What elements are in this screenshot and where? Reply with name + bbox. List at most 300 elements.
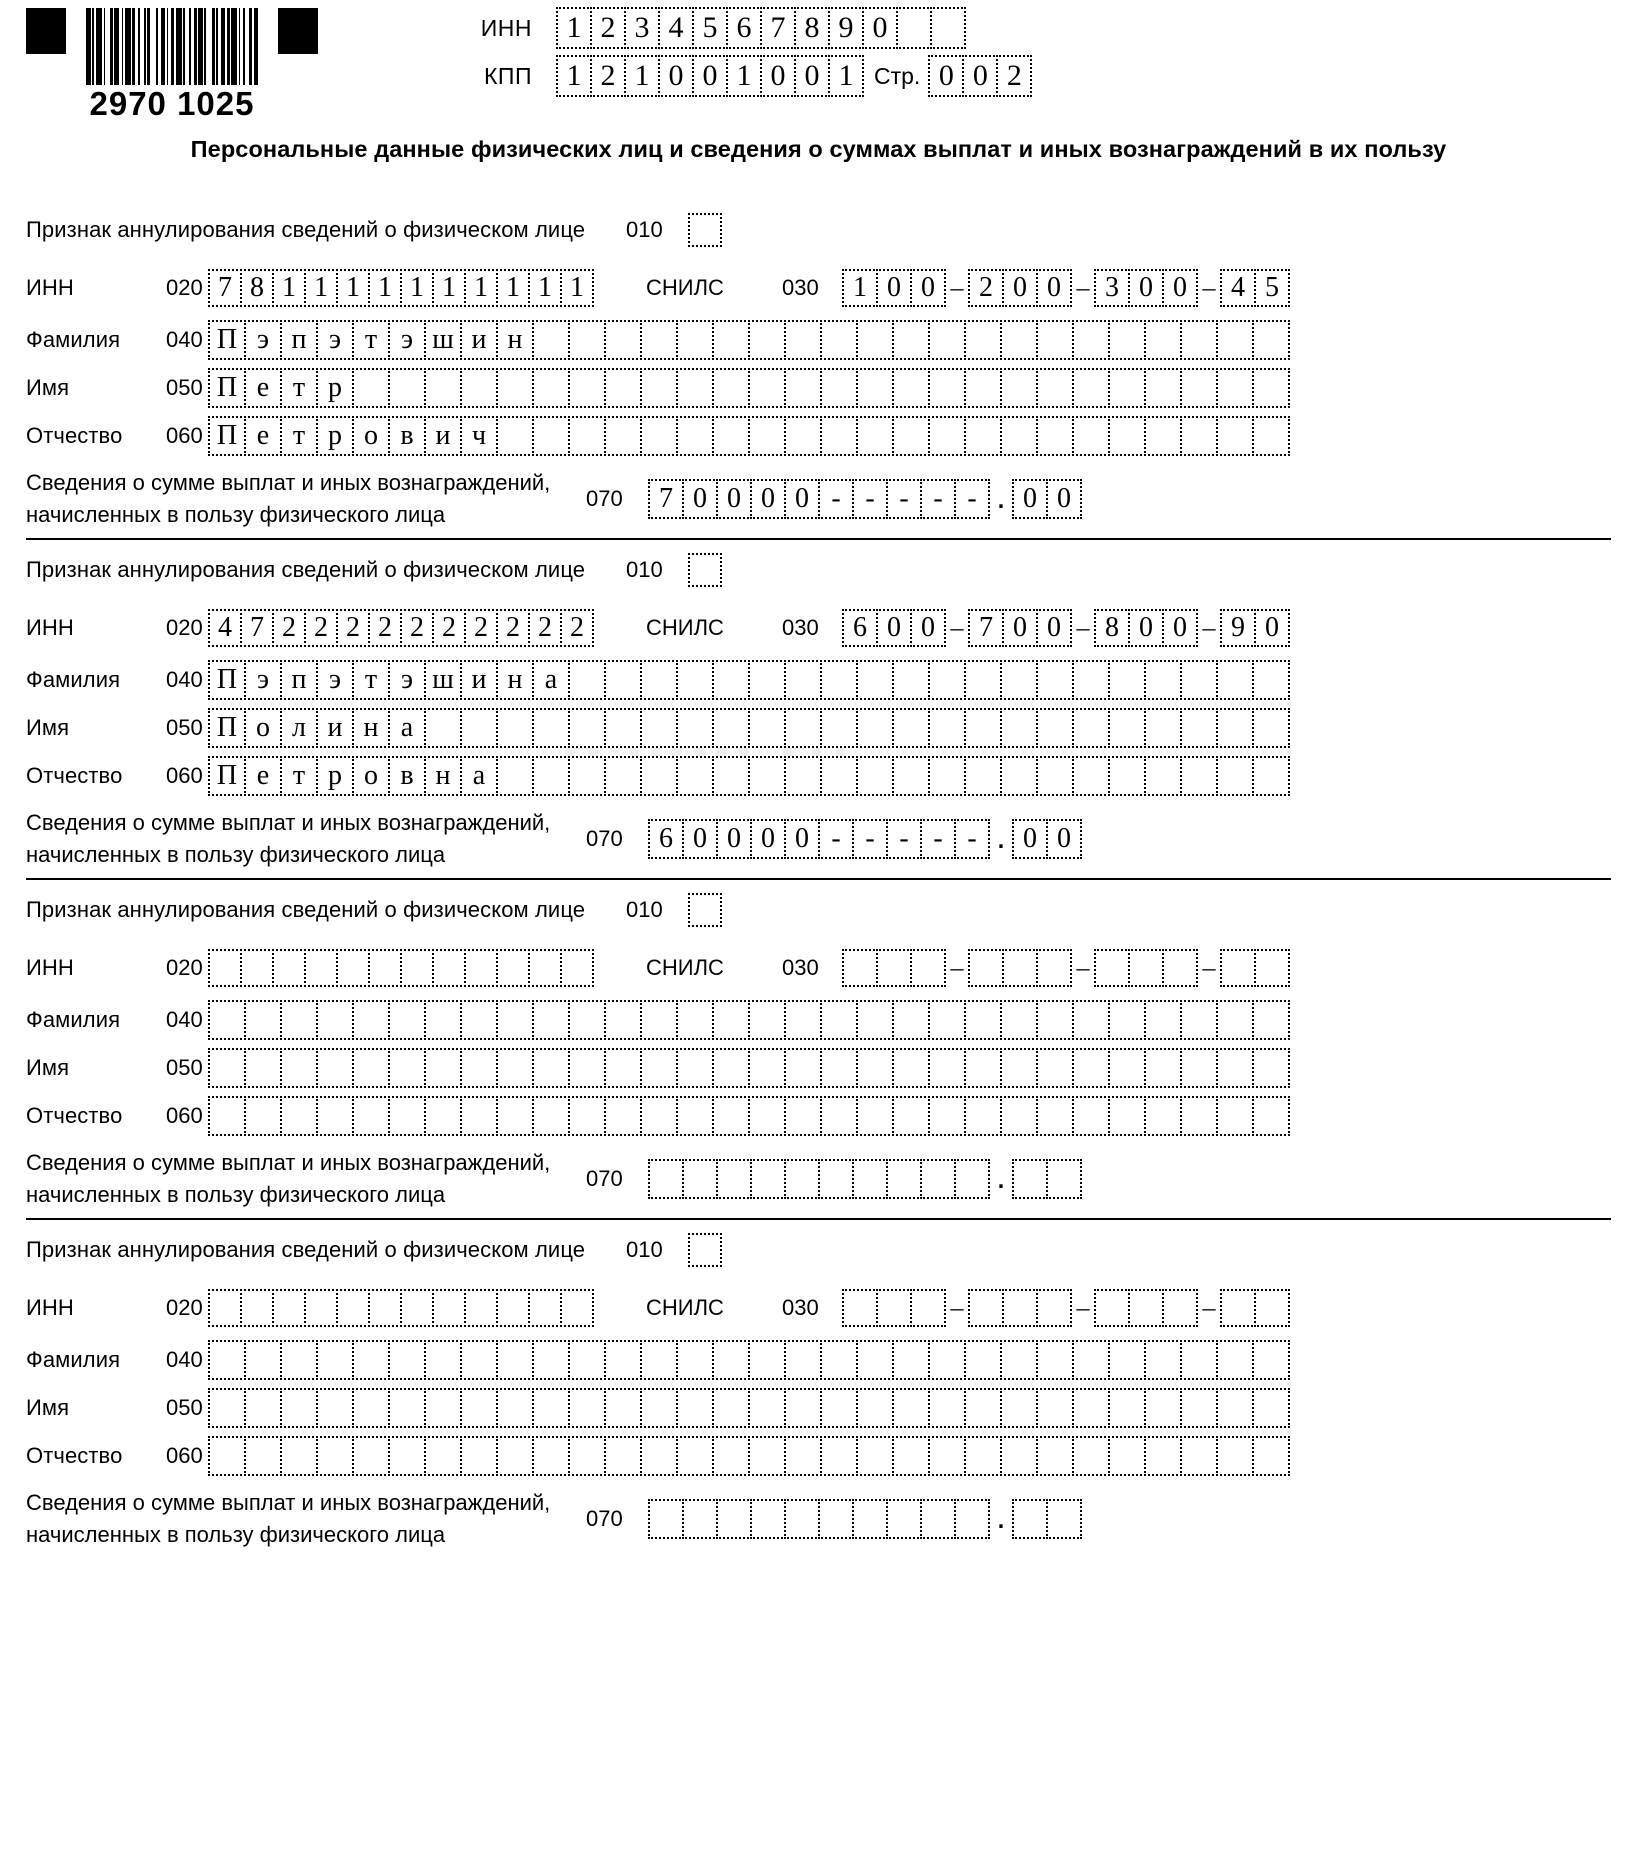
input-cell[interactable] xyxy=(532,1340,570,1380)
input-cell[interactable] xyxy=(1252,756,1290,796)
input-cell[interactable] xyxy=(1180,756,1218,796)
input-cell[interactable] xyxy=(1216,708,1254,748)
cancel-flag-checkbox[interactable] xyxy=(688,1233,722,1267)
input-cell[interactable] xyxy=(964,1048,1002,1088)
input-cell[interactable] xyxy=(316,1436,354,1476)
cancel-flag-checkbox[interactable] xyxy=(688,893,722,927)
input-cell[interactable] xyxy=(892,660,930,700)
input-cell[interactable]: 1 xyxy=(528,269,562,307)
input-cell[interactable] xyxy=(560,1289,594,1327)
input-cell[interactable] xyxy=(1072,416,1110,456)
payment-sum-integer-field[interactable] xyxy=(648,819,990,859)
input-cell[interactable] xyxy=(856,708,894,748)
input-cell[interactable] xyxy=(528,1289,562,1327)
input-cell[interactable] xyxy=(1000,416,1038,456)
input-cell[interactable] xyxy=(928,1048,966,1088)
input-cell[interactable] xyxy=(1108,368,1146,408)
input-cell[interactable]: - xyxy=(886,479,922,519)
input-cell[interactable] xyxy=(676,660,714,700)
input-cell[interactable]: 1 xyxy=(560,269,594,307)
input-cell[interactable]: н xyxy=(424,756,462,796)
input-cell[interactable] xyxy=(316,1340,354,1380)
payment-sum-decimal-field[interactable] xyxy=(1012,1499,1082,1539)
input-cell[interactable] xyxy=(886,1159,922,1199)
input-cell[interactable] xyxy=(820,1000,858,1040)
input-cell[interactable]: 0 xyxy=(1036,609,1072,647)
input-cell[interactable] xyxy=(676,1388,714,1428)
input-cell[interactable]: е xyxy=(244,416,282,456)
inn-field[interactable] xyxy=(208,1289,594,1327)
input-cell[interactable] xyxy=(496,368,534,408)
input-cell[interactable] xyxy=(568,1000,606,1040)
input-cell[interactable]: э xyxy=(388,660,426,700)
input-cell[interactable] xyxy=(856,1096,894,1136)
input-cell[interactable] xyxy=(568,1388,606,1428)
input-cell[interactable] xyxy=(784,660,822,700)
input-cell[interactable]: 0 xyxy=(1128,269,1164,307)
input-cell[interactable] xyxy=(1252,1388,1290,1428)
cancel-flag-checkbox[interactable] xyxy=(688,213,722,247)
input-cell[interactable] xyxy=(1108,1436,1146,1476)
input-cell[interactable]: 2 xyxy=(496,609,530,647)
input-cell[interactable] xyxy=(712,1000,750,1040)
input-cell[interactable] xyxy=(1036,756,1074,796)
input-cell[interactable] xyxy=(1180,660,1218,700)
input-cell[interactable] xyxy=(784,1388,822,1428)
input-cell[interactable]: л xyxy=(280,708,318,748)
input-cell[interactable]: 0 xyxy=(876,609,912,647)
input-cell[interactable] xyxy=(1108,1000,1146,1040)
input-cell[interactable] xyxy=(928,708,966,748)
input-cell[interactable] xyxy=(784,1096,822,1136)
input-cell[interactable] xyxy=(896,7,932,49)
input-cell[interactable] xyxy=(964,1388,1002,1428)
payment-sum-decimal-field[interactable] xyxy=(1012,479,1082,519)
input-cell[interactable] xyxy=(1036,1436,1074,1476)
input-cell[interactable] xyxy=(424,1000,462,1040)
input-cell[interactable] xyxy=(1216,1340,1254,1380)
input-cell[interactable] xyxy=(842,949,878,987)
input-cell[interactable] xyxy=(640,756,678,796)
input-cell[interactable] xyxy=(1036,320,1074,360)
input-cell[interactable] xyxy=(388,1096,426,1136)
input-cell[interactable] xyxy=(568,1436,606,1476)
input-cell[interactable] xyxy=(496,1340,534,1380)
input-cell[interactable] xyxy=(336,1289,370,1327)
input-cell[interactable] xyxy=(892,1388,930,1428)
input-cell[interactable] xyxy=(964,1000,1002,1040)
input-cell[interactable]: 0 xyxy=(716,819,752,859)
input-cell[interactable]: 2 xyxy=(336,609,370,647)
input-cell[interactable]: в xyxy=(388,416,426,456)
input-cell[interactable] xyxy=(748,1340,786,1380)
input-cell[interactable] xyxy=(1180,1340,1218,1380)
input-cell[interactable] xyxy=(964,1340,1002,1380)
header-inn-field[interactable] xyxy=(556,7,966,49)
input-cell[interactable] xyxy=(856,416,894,456)
input-cell[interactable] xyxy=(316,1388,354,1428)
input-cell[interactable] xyxy=(1072,1388,1110,1428)
input-cell[interactable] xyxy=(928,1340,966,1380)
input-cell[interactable] xyxy=(1144,1096,1182,1136)
input-cell[interactable] xyxy=(920,1159,956,1199)
input-cell[interactable]: 5 xyxy=(1254,269,1290,307)
input-cell[interactable] xyxy=(1216,1048,1254,1088)
input-cell[interactable] xyxy=(1216,1096,1254,1136)
input-cell[interactable] xyxy=(244,1000,282,1040)
surname-field[interactable] xyxy=(208,660,1290,700)
input-cell[interactable] xyxy=(640,1096,678,1136)
input-cell[interactable] xyxy=(682,1159,718,1199)
input-cell[interactable] xyxy=(568,416,606,456)
input-cell[interactable]: 1 xyxy=(496,269,530,307)
input-cell[interactable] xyxy=(892,1000,930,1040)
input-cell[interactable] xyxy=(928,1436,966,1476)
input-cell[interactable] xyxy=(496,756,534,796)
input-cell[interactable] xyxy=(748,1096,786,1136)
input-cell[interactable] xyxy=(424,1340,462,1380)
input-cell[interactable] xyxy=(1072,1096,1110,1136)
input-cell[interactable] xyxy=(316,1000,354,1040)
input-cell[interactable]: 0 xyxy=(682,479,718,519)
input-cell[interactable] xyxy=(1036,708,1074,748)
input-cell[interactable] xyxy=(1216,320,1254,360)
input-cell[interactable] xyxy=(208,1000,246,1040)
input-cell[interactable]: 1 xyxy=(304,269,338,307)
input-cell[interactable] xyxy=(712,1096,750,1136)
input-cell[interactable] xyxy=(464,1289,498,1327)
input-cell[interactable] xyxy=(1072,368,1110,408)
input-cell[interactable] xyxy=(676,756,714,796)
input-cell[interactable]: 2 xyxy=(432,609,466,647)
input-cell[interactable]: 0 xyxy=(862,7,898,49)
input-cell[interactable]: 0 xyxy=(1046,479,1082,519)
input-cell[interactable] xyxy=(244,1096,282,1136)
input-cell[interactable] xyxy=(1252,416,1290,456)
input-cell[interactable]: 0 xyxy=(1128,609,1164,647)
input-cell[interactable] xyxy=(1252,1048,1290,1088)
input-cell[interactable] xyxy=(640,1048,678,1088)
input-cell[interactable]: а xyxy=(532,660,570,700)
input-cell[interactable] xyxy=(820,320,858,360)
input-cell[interactable] xyxy=(1108,660,1146,700)
input-cell[interactable] xyxy=(1072,1000,1110,1040)
input-cell[interactable] xyxy=(1000,756,1038,796)
input-cell[interactable] xyxy=(532,1096,570,1136)
input-cell[interactable] xyxy=(750,1159,786,1199)
input-cell[interactable] xyxy=(820,1048,858,1088)
input-cell[interactable] xyxy=(280,1388,318,1428)
input-cell[interactable] xyxy=(532,320,570,360)
payment-sum-integer-field[interactable] xyxy=(648,1499,990,1539)
input-cell[interactable]: 0 xyxy=(1002,269,1038,307)
input-cell[interactable] xyxy=(820,660,858,700)
input-cell[interactable] xyxy=(748,320,786,360)
input-cell[interactable] xyxy=(856,368,894,408)
payment-sum-integer-field[interactable] xyxy=(648,1159,990,1199)
input-cell[interactable] xyxy=(712,416,750,456)
input-cell[interactable]: т xyxy=(280,416,318,456)
input-cell[interactable] xyxy=(604,708,642,748)
input-cell[interactable] xyxy=(748,756,786,796)
input-cell[interactable]: 8 xyxy=(240,269,274,307)
input-cell[interactable] xyxy=(1220,1289,1256,1327)
input-cell[interactable] xyxy=(892,368,930,408)
input-cell[interactable] xyxy=(784,320,822,360)
input-cell[interactable] xyxy=(1144,1048,1182,1088)
input-cell[interactable] xyxy=(568,708,606,748)
input-cell[interactable] xyxy=(1108,756,1146,796)
input-cell[interactable] xyxy=(1046,1499,1082,1539)
input-cell[interactable] xyxy=(856,1048,894,1088)
input-cell[interactable]: 4 xyxy=(1220,269,1256,307)
input-cell[interactable] xyxy=(856,1436,894,1476)
input-cell[interactable] xyxy=(1108,1048,1146,1088)
input-cell[interactable]: 1 xyxy=(556,7,592,49)
input-cell[interactable]: 1 xyxy=(556,55,592,97)
input-cell[interactable]: 0 xyxy=(1254,609,1290,647)
input-cell[interactable] xyxy=(1046,1159,1082,1199)
input-cell[interactable] xyxy=(784,1048,822,1088)
input-cell[interactable] xyxy=(368,949,402,987)
input-cell[interactable] xyxy=(568,1048,606,1088)
input-cell[interactable] xyxy=(676,1000,714,1040)
input-cell[interactable] xyxy=(954,1159,990,1199)
input-cell[interactable] xyxy=(820,1388,858,1428)
input-cell[interactable] xyxy=(532,416,570,456)
input-cell[interactable] xyxy=(1002,1289,1038,1327)
input-cell[interactable] xyxy=(928,416,966,456)
input-cell[interactable] xyxy=(856,320,894,360)
input-cell[interactable] xyxy=(676,416,714,456)
input-cell[interactable] xyxy=(1000,1436,1038,1476)
input-cell[interactable] xyxy=(1252,708,1290,748)
input-cell[interactable] xyxy=(842,1289,878,1327)
input-cell[interactable]: о xyxy=(352,756,390,796)
snils-field[interactable] xyxy=(842,949,1290,987)
input-cell[interactable] xyxy=(1216,756,1254,796)
input-cell[interactable] xyxy=(280,1096,318,1136)
input-cell[interactable] xyxy=(784,708,822,748)
input-cell[interactable]: 0 xyxy=(1012,819,1048,859)
input-cell[interactable] xyxy=(1144,1388,1182,1428)
input-cell[interactable] xyxy=(1252,1340,1290,1380)
input-cell[interactable] xyxy=(892,1048,930,1088)
input-cell[interactable]: 0 xyxy=(910,269,946,307)
payment-sum-decimal-field[interactable] xyxy=(1012,1159,1082,1199)
input-cell[interactable]: 0 xyxy=(784,479,820,519)
input-cell[interactable] xyxy=(1072,660,1110,700)
input-cell[interactable] xyxy=(820,368,858,408)
input-cell[interactable] xyxy=(928,1000,966,1040)
input-cell[interactable]: 0 xyxy=(682,819,718,859)
input-cell[interactable] xyxy=(964,320,1002,360)
input-cell[interactable]: и xyxy=(424,416,462,456)
input-cell[interactable] xyxy=(460,1048,498,1088)
input-cell[interactable]: 0 xyxy=(658,55,694,97)
input-cell[interactable] xyxy=(1254,1289,1290,1327)
input-cell[interactable]: 0 xyxy=(692,55,728,97)
input-cell[interactable]: ш xyxy=(424,660,462,700)
input-cell[interactable]: 3 xyxy=(1094,269,1130,307)
input-cell[interactable] xyxy=(388,1436,426,1476)
input-cell[interactable] xyxy=(272,949,306,987)
input-cell[interactable] xyxy=(876,1289,912,1327)
input-cell[interactable] xyxy=(464,949,498,987)
input-cell[interactable] xyxy=(1000,660,1038,700)
input-cell[interactable] xyxy=(856,1388,894,1428)
input-cell[interactable] xyxy=(1252,660,1290,700)
input-cell[interactable] xyxy=(496,1000,534,1040)
input-cell[interactable]: н xyxy=(496,660,534,700)
input-cell[interactable]: э xyxy=(388,320,426,360)
input-cell[interactable] xyxy=(748,1000,786,1040)
input-cell[interactable] xyxy=(604,368,642,408)
input-cell[interactable]: 0 xyxy=(1162,609,1198,647)
input-cell[interactable] xyxy=(820,1436,858,1476)
input-cell[interactable]: п xyxy=(280,320,318,360)
input-cell[interactable]: р xyxy=(316,368,354,408)
input-cell[interactable] xyxy=(1036,1048,1074,1088)
input-cell[interactable] xyxy=(532,1048,570,1088)
input-cell[interactable] xyxy=(856,756,894,796)
input-cell[interactable] xyxy=(432,1289,466,1327)
input-cell[interactable]: о xyxy=(352,416,390,456)
input-cell[interactable] xyxy=(272,1289,306,1327)
payment-sum-decimal-field[interactable] xyxy=(1012,819,1082,859)
input-cell[interactable] xyxy=(820,756,858,796)
input-cell[interactable] xyxy=(604,1048,642,1088)
input-cell[interactable] xyxy=(460,368,498,408)
page-number-field[interactable] xyxy=(928,55,1032,97)
input-cell[interactable] xyxy=(784,756,822,796)
input-cell[interactable] xyxy=(532,1388,570,1428)
input-cell[interactable]: 6 xyxy=(648,819,684,859)
input-cell[interactable] xyxy=(928,660,966,700)
input-cell[interactable]: 0 xyxy=(750,819,786,859)
input-cell[interactable]: П xyxy=(208,368,246,408)
input-cell[interactable] xyxy=(568,1340,606,1380)
input-cell[interactable] xyxy=(964,1436,1002,1476)
input-cell[interactable] xyxy=(852,1159,888,1199)
input-cell[interactable] xyxy=(712,708,750,748)
input-cell[interactable] xyxy=(280,1436,318,1476)
input-cell[interactable]: 8 xyxy=(1094,609,1130,647)
snils-field[interactable] xyxy=(842,1289,1290,1327)
input-cell[interactable]: 2 xyxy=(400,609,434,647)
input-cell[interactable] xyxy=(1254,949,1290,987)
input-cell[interactable] xyxy=(1216,660,1254,700)
input-cell[interactable] xyxy=(1108,1388,1146,1428)
input-cell[interactable] xyxy=(424,1096,462,1136)
input-cell[interactable] xyxy=(304,949,338,987)
input-cell[interactable] xyxy=(1072,756,1110,796)
input-cell[interactable]: 2 xyxy=(272,609,306,647)
input-cell[interactable] xyxy=(604,1388,642,1428)
input-cell[interactable] xyxy=(1144,1000,1182,1040)
input-cell[interactable] xyxy=(424,1388,462,1428)
input-cell[interactable] xyxy=(640,320,678,360)
input-cell[interactable]: - xyxy=(852,819,888,859)
input-cell[interactable] xyxy=(640,1436,678,1476)
input-cell[interactable]: т xyxy=(280,756,318,796)
input-cell[interactable] xyxy=(424,1436,462,1476)
input-cell[interactable] xyxy=(496,1096,534,1136)
input-cell[interactable] xyxy=(964,416,1002,456)
input-cell[interactable] xyxy=(892,1340,930,1380)
input-cell[interactable] xyxy=(1144,320,1182,360)
input-cell[interactable] xyxy=(1180,368,1218,408)
input-cell[interactable] xyxy=(1180,1436,1218,1476)
input-cell[interactable] xyxy=(388,1340,426,1380)
input-cell[interactable] xyxy=(532,368,570,408)
input-cell[interactable] xyxy=(1036,1340,1074,1380)
input-cell[interactable] xyxy=(496,1048,534,1088)
input-cell[interactable]: - xyxy=(954,819,990,859)
surname-field[interactable] xyxy=(208,1000,1290,1040)
input-cell[interactable] xyxy=(784,1340,822,1380)
snils-field[interactable] xyxy=(842,269,1290,307)
input-cell[interactable] xyxy=(1002,949,1038,987)
input-cell[interactable]: т xyxy=(280,368,318,408)
input-cell[interactable] xyxy=(640,708,678,748)
input-cell[interactable] xyxy=(856,660,894,700)
input-cell[interactable] xyxy=(954,1499,990,1539)
input-cell[interactable] xyxy=(856,1000,894,1040)
cancel-flag-checkbox[interactable] xyxy=(688,553,722,587)
input-cell[interactable] xyxy=(820,1340,858,1380)
input-cell[interactable] xyxy=(748,660,786,700)
input-cell[interactable]: 1 xyxy=(368,269,402,307)
input-cell[interactable] xyxy=(784,416,822,456)
input-cell[interactable] xyxy=(1108,320,1146,360)
input-cell[interactable] xyxy=(968,949,1004,987)
input-cell[interactable] xyxy=(316,1048,354,1088)
input-cell[interactable] xyxy=(892,708,930,748)
input-cell[interactable]: 9 xyxy=(1220,609,1256,647)
input-cell[interactable] xyxy=(1216,368,1254,408)
input-cell[interactable] xyxy=(1180,416,1218,456)
input-cell[interactable] xyxy=(748,368,786,408)
input-cell[interactable] xyxy=(352,1388,390,1428)
input-cell[interactable]: 1 xyxy=(726,55,762,97)
input-cell[interactable] xyxy=(1000,1048,1038,1088)
input-cell[interactable] xyxy=(1072,320,1110,360)
input-cell[interactable] xyxy=(560,949,594,987)
input-cell[interactable] xyxy=(712,1340,750,1380)
input-cell[interactable] xyxy=(1252,1096,1290,1136)
surname-field[interactable] xyxy=(208,1340,1290,1380)
surname-field[interactable] xyxy=(208,320,1290,360)
input-cell[interactable] xyxy=(1108,708,1146,748)
input-cell[interactable] xyxy=(1144,416,1182,456)
input-cell[interactable] xyxy=(368,1289,402,1327)
input-cell[interactable]: 2 xyxy=(996,55,1032,97)
input-cell[interactable] xyxy=(280,1340,318,1380)
input-cell[interactable]: 1 xyxy=(828,55,864,97)
input-cell[interactable] xyxy=(1108,1340,1146,1380)
input-cell[interactable]: 3 xyxy=(624,7,660,49)
input-cell[interactable] xyxy=(676,320,714,360)
input-cell[interactable] xyxy=(568,320,606,360)
input-cell[interactable] xyxy=(532,1000,570,1040)
input-cell[interactable] xyxy=(784,1000,822,1040)
input-cell[interactable] xyxy=(748,708,786,748)
input-cell[interactable] xyxy=(1036,368,1074,408)
input-cell[interactable] xyxy=(1036,660,1074,700)
input-cell[interactable] xyxy=(892,416,930,456)
input-cell[interactable] xyxy=(1144,756,1182,796)
